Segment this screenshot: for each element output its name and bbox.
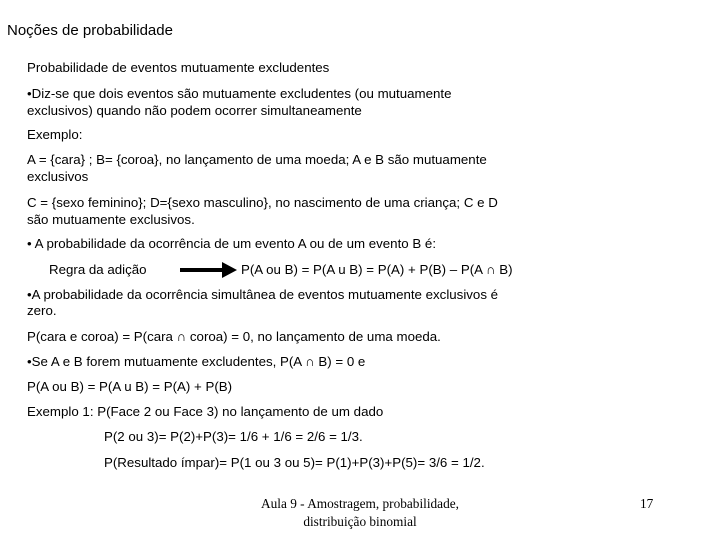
example-1-calc-1: P(2 ou 3)= P(2)+P(3)= 1/6 + 1/6 = 2/6 = 1/3.: [104, 429, 363, 444]
probability-or-statement: • A probabilidade da ocorrência de um evento A ou de um evento B é:: [27, 236, 437, 251]
exclusive-condition-line: •Se A e B forem mutuamente excludentes, P(A ∩ B) = 0 e: [27, 354, 366, 369]
page-title: Noções de probabilidade: [7, 22, 173, 39]
addition-rule-formula: P(A ou B) = P(A u B) = P(A) + P(B) – P(A ∩ B): [241, 262, 513, 277]
simultaneous-line-2: zero.: [27, 303, 57, 318]
coin-intersection-example: P(cara e coroa) = P(cara ∩ coroa) = 0, no lançamento de uma moeda.: [27, 329, 441, 344]
slide-footer: [240, 495, 480, 531]
definition-line-1: •Diz-se que dois eventos são mutuamente excludentes (ou mutuamente: [27, 86, 452, 101]
example-coin-line-2: exclusivos: [27, 169, 89, 184]
example-birth-line-1: C = {sexo feminino}; D={sexo masculino}, no nascimento de uma criança; C e D: [27, 195, 498, 210]
definition-line-2: exclusivos) quando não podem ocorrer simultaneamente: [27, 103, 362, 118]
example-birth-line-2: são mutuamente exclusivos.: [27, 212, 195, 227]
example-1-calc-2: P(Resultado ímpar)= P(1 ou 3 ou 5)= P(1)+P(3)+P(5)= 3/6 = 1/2.: [104, 455, 485, 470]
example-label: Exemplo:: [27, 127, 83, 142]
arrow-right-icon: [180, 260, 237, 280]
page-number: 17: [640, 496, 654, 511]
footer-line-2: distribuição binomial: [303, 514, 417, 529]
example-1-label: Exemplo 1: P(Face 2 ou Face 3) no lançamento de um dado: [27, 404, 384, 419]
section-heading: Probabilidade de eventos mutuamente excludentes: [27, 60, 330, 75]
footer-line-1: Aula 9 - Amostragem, probabilidade,: [261, 496, 459, 511]
addition-rule-label: Regra da adição: [49, 262, 147, 277]
simultaneous-line-1: •A probabilidade da ocorrência simultânea de eventos mutuamente exclusivos é: [27, 287, 499, 302]
example-coin-line-1: A = {cara} ; B= {coroa}, no lançamento de uma moeda; A e B são mutuamente: [27, 152, 487, 167]
union-formula-line: P(A ou B) = P(A u B) = P(A) + P(B): [27, 379, 233, 394]
